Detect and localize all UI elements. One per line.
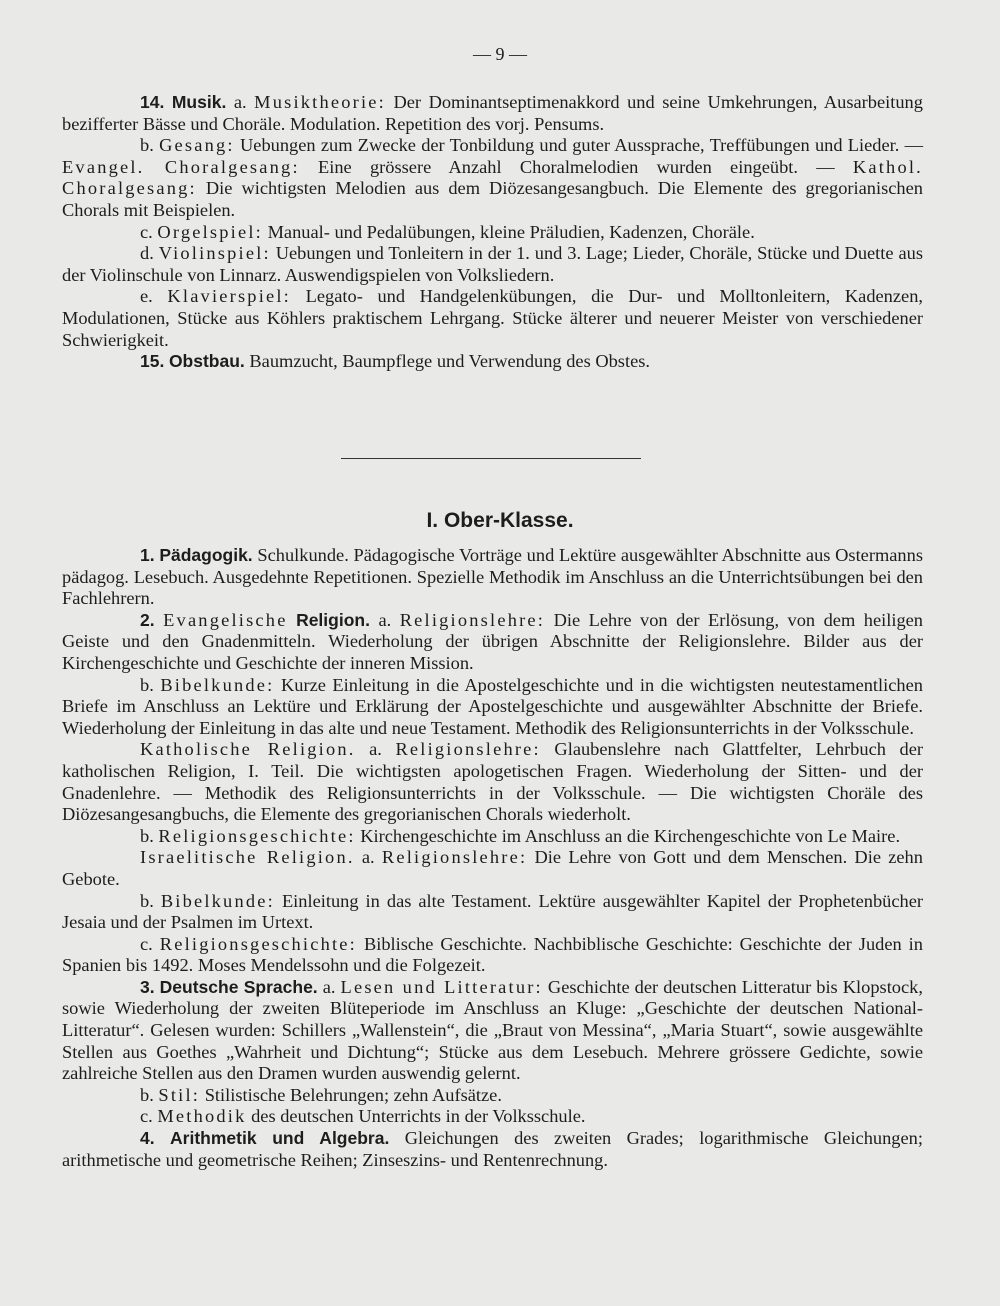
paragraph: 4. Arithmetik und Algebra. Gleichungen des zweiten Grades; logarithmische Gleichungen; arithmetische und geometrische Reihen; Zinseszins- und Rentenrechnung. bbox=[62, 1128, 923, 1170]
paragraph: 1. Pädagogik. Schulkunde. Pädagogische Vorträge und Lektüre ausgewählter Abschnitte aus Ostermanns pädagog. Lesebuch. Ausgedehnte Repetitionen. Spezielle Methodik im Anschluss an die Unterrichtsübungen bei den Fachlehrern. bbox=[62, 545, 923, 609]
paragraph: Israelitische Religion. a. Religionslehre: Die Lehre von Gott und dem Menschen. Die zehn Gebote. bbox=[62, 847, 923, 889]
paragraph: b. Gesang: Uebungen zum Zwecke der Tonbildung und guter Aussprache, Treffübungen und Lieder. — Evangel. Choralgesang: Eine grössere Anzahl Choralmelodien wurden eingeübt. — Kathol. Choralgesang: Die wichtigsten Melodien aus dem Diözesangesangbuch. Die Elemente des gregorianischen Chorals mit Beispielen. bbox=[62, 135, 923, 220]
paragraph: c. Methodik des deutschen Unterrichts in der Volksschule. bbox=[140, 1106, 586, 1127]
paragraph: d. Violinspiel: Uebungen und Tonleitern in der 1. und 3. Lage; Lieder, Choräle, Stücke und Duette aus der Violinschule von Linnarz. Auswendigspielen von Volksliedern. bbox=[62, 243, 923, 285]
paragraph: e. Klavierspiel: Legato- und Handgelenkübungen, die Dur- und Molltonleitern, Kadenzen, Modulationen, Stücke aus Köhlers praktischem Lehrgang. Stücke älterer und neuerer Meister von verschiedener Schwierigkeit. bbox=[62, 286, 923, 350]
divider bbox=[341, 458, 641, 459]
paragraph: b. Bibelkunde: Einleitung in das alte Testament. Lektüre ausgewählter Kapitel der Prophetenbücher Jesaia und der Psalmen im Urtext. bbox=[62, 890, 923, 933]
paragraph: Katholische Religion. a. Religionslehre: Glaubenslehre nach Glattfelter, Lehrbuch der katholischen Religion, I. Teil. Die wichtigsten apologetischen Fragen. Wiederholung der Sitten- und der Gnadenlehre. — Methodik des Religionsunterrichts in der Volksschule. — Die wichtigsten Choräle des Diözesangesangbuchs, die Elemente des gregorianischen Chorals wiederholt. bbox=[62, 739, 923, 825]
paragraph: 2. Evangelische Religion. a. Religionslehre: Die Lehre von der Erlösung, von dem heiligen Geiste und den Gnadenmitteln. Wiederholung der übrigen Abschnitte der Religionslehre. Bilder aus der Kirchengeschichte und Geschichte der inneren Mission. bbox=[62, 609, 923, 673]
paragraph: 15. Obstbau. Baumzucht, Baumpflege und Verwendung des Obstes. bbox=[140, 351, 650, 372]
section-ober-klasse bbox=[62, 545, 923, 1171]
paragraph: b. Religionsgeschichte: Kirchengeschichte im Anschluss an die Kirchengeschichte von Le Maire. bbox=[140, 825, 901, 846]
paragraph: b. Stil: Stilistische Belehrungen; zehn Aufsätze. bbox=[140, 1084, 502, 1105]
paragraph: 14. Musik. a. Musiktheorie: Der Dominantseptimenakkord und seine Umkehrungen, Ausarbeitung bezifferter Bässe und Choräle. Modulation. Repetition des vorj. Pensums. bbox=[62, 92, 923, 134]
page-number: — 9 — bbox=[473, 44, 527, 64]
section-musik bbox=[62, 92, 923, 373]
paragraph: c. Religionsgeschichte: Biblische Geschichte. Nachbiblische Geschichte: Geschichte der Juden in Spanien bis 1492. Moses Mendelssohn und die Folgezeit. bbox=[62, 933, 923, 976]
paragraph: 3. Deutsche Sprache. a. Lesen und Litteratur: Geschichte der deutschen Litteratur bis Klopstock, sowie Wiederholung der zweiten Blüteperiode im Anschluss an Kluge: „Geschichte der deutschen National-Litteratur“. Gelesen wurden: Schillers „Wallenstein“, die „Braut von Messina“, „Maria Stuart“, sowie ausgewählte Stellen aus Goethes „Wahrheit und Dichtung“; Stücke aus dem Lesebuch. Mehrere grössere Gedichte, sowie zahlreiche Stellen aus den Dramen wurden auswendig gelernt. bbox=[62, 976, 923, 1084]
paragraph: c. Orgelspiel: Manual- und Pedalübungen, kleine Präludien, Kadenzen, Choräle. bbox=[140, 221, 755, 242]
paragraph: b. Bibelkunde: Kurze Einleitung in die Apostelgeschichte und in die wichtigsten neutestamentlichen Briefe im Anschluss an Lektüre und Erklärung der Apostelgeschichte und ausgewählter Abschnitte der Briefe. Wiederholung der Einleitung in das alte und neue Testament. Methodik des Religionsunterrichts in der Volksschule. bbox=[62, 674, 923, 738]
class-title: I. Ober-Klasse. bbox=[426, 509, 574, 532]
